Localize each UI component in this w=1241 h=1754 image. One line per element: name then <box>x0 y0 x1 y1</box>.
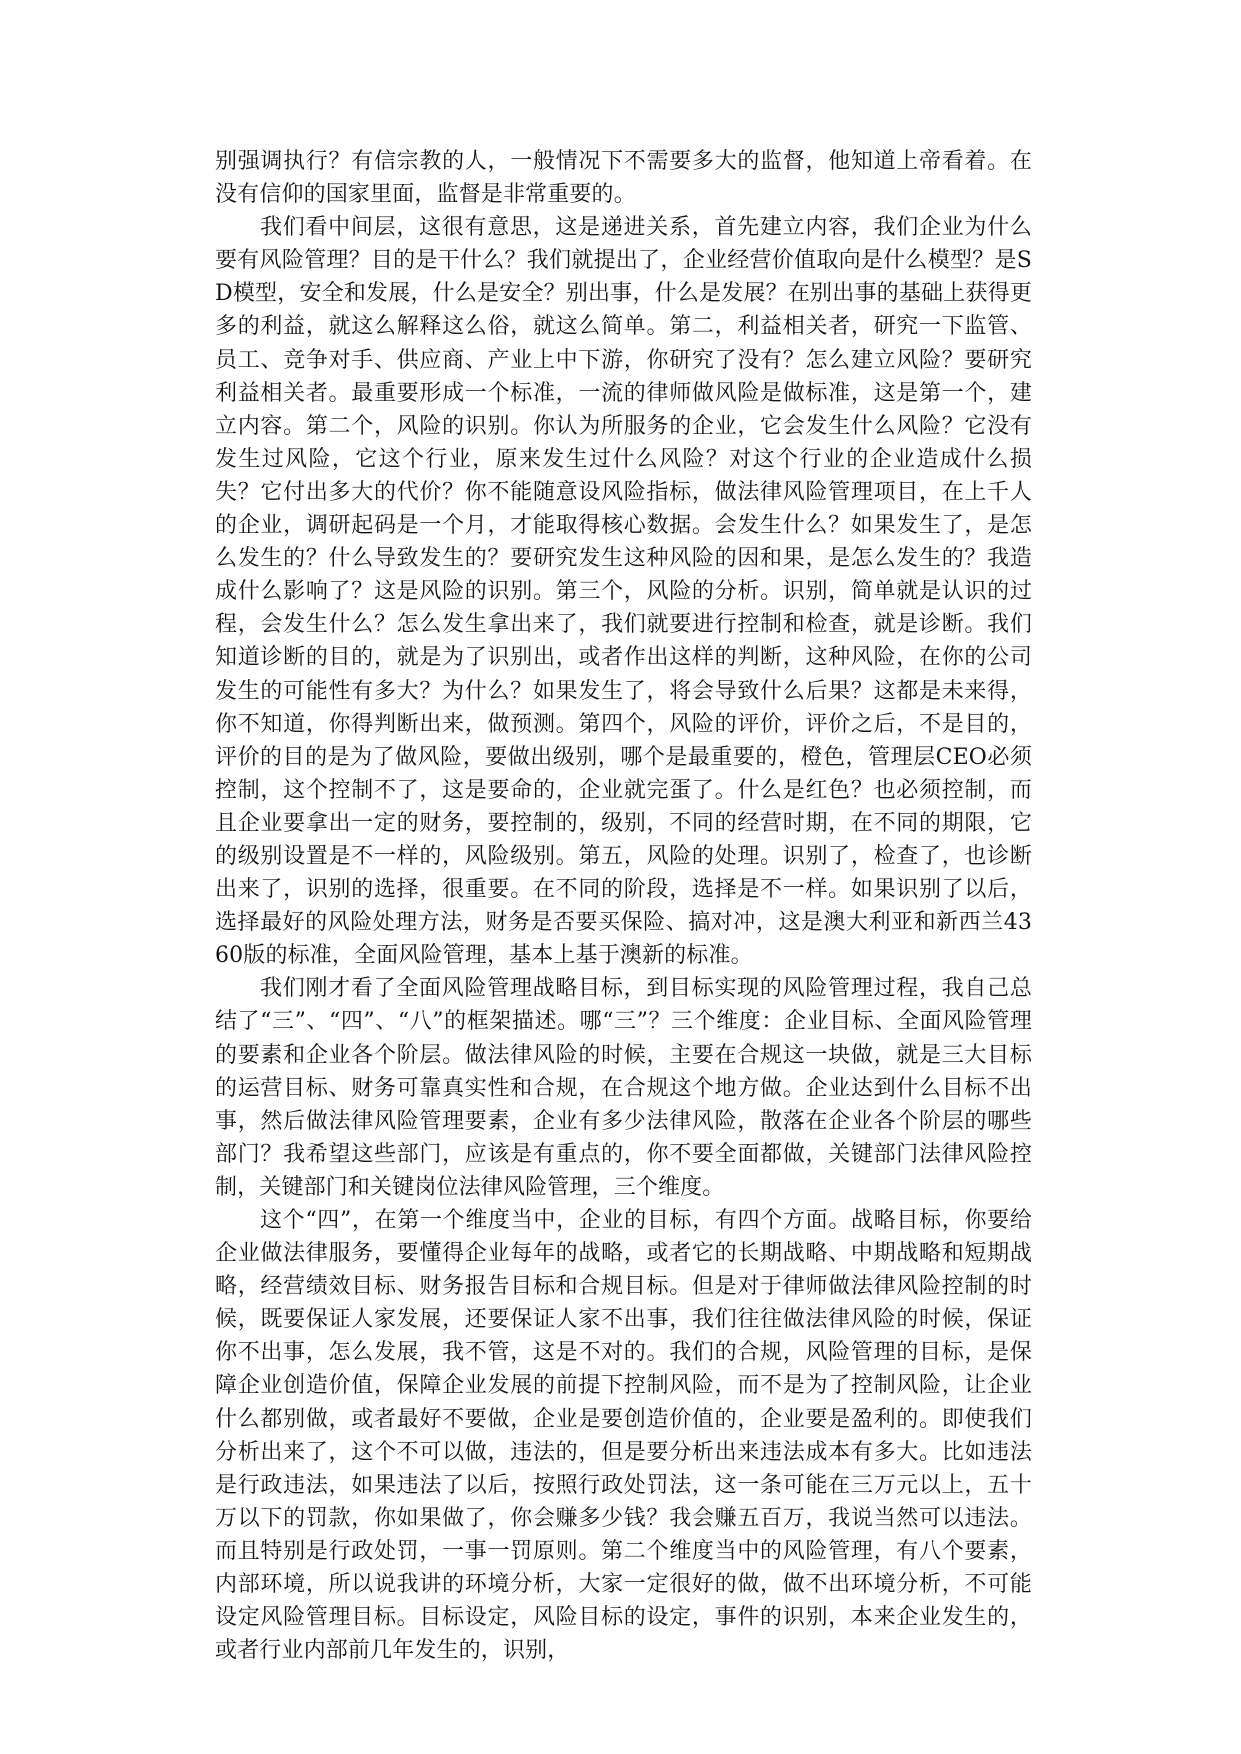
paragraph-1: 别强调执行？有信宗教的人，一般情况下不需要多大的监督，他知道上帝看着。在没有信仰的国家里面，监督是非常重要的。 <box>215 149 1032 208</box>
paragraph-2: 我们看中间层，这很有意思，这是递进关系，首先建立内容，我们企业为什么要有风险管理？目的是干什么？我们就提出了，企业经营价值取向是什么模型？是SD模型，安全和发展，什么是安全？别出事，什么是发展？在别出事的基础上获得更多的利益，就这么解释这么俗，就这么简单。第二，利益相关者，研究一下监管、员工、竞争对手、供应商、产业上中下游，你研究了没有？怎么建立风险？要研究利益相关者。最重要形成一个标准，一流的律师做风险是做标准，这是第一个，建立内容。第二个，风险的识别。你认为所服务的企业，它会发生什么风险？它没有发生过风险，它这个行业，原来发生过什么风险？对这个行业的企业造成什么损失？它付出多大的代价？你不能随意设风险指标，做法律风险管理项目，在上千人的企业，调研起码是一个月，才能取得核心数据。会发生什么？如果发生了，是怎么发生的？什么导致发生的？要研究发生这种风险的因和果，是怎么发生的？我造成什么影响了？这是风险的识别。第三个，风险的分析。识别，简单就是认识的过程，会发生什么？怎么发生拿出来了，我们就要进行控制和检查，就是诊断。我们知道诊断的目的，就是为了识别出，或者作出这样的判断，这种风险，在你的公司发生的可能性有多大？为什么？如果发生了，将会导致什么后果？这都是未来得，你不知道，你得判断出来，做预测。第四个，风险的评价，评价之后，不是目的，评价的目的是为了做风险，要做出级别，哪个是最重要的，橙色，管理层CEO必须控制，这个控制不了，这是要命的，企业就完蛋了。什么是红色？也必须控制，而且企业要拿出一定的财务，要控制的，级别，不同的经营时期，在不同的期限，它的级别设置是不一样的，风险级别。第五，风险的处理。识别了，检查了，也诊断出来了，识别的选择，很重要。在不同的阶段，选择是不一样。如果识别了以后，选择最好的风险处理方法，财务是否要买保险、搞对冲，这是澳大利亚和新西兰4360版的标准，全面风险管理，基本上基于澳新的标准。 <box>215 215 1032 969</box>
paragraph-4: 这个“四”，在第一个维度当中，企业的目标，有四个方面。战略目标，你要给企业做法律服务，要懂得企业每年的战略，或者它的长期战略、中期战略和短期战略，经营绩效目标、财务报告目标和合规目标。但是对于律师做法律风险控制的时候，既要保证人家发展，还要保证人家不出事，我们往往做法律风险的时候，保证你不出事，怎么发展，我不管，这是不对的。我们的合规，风险管理的目标，是保障企业创造价值，保障企业发展的前提下控制风险，而不是为了控制风险，让企业什么都别做，或者最好不要做，企业是要创造价值的，企业要是盈利的。即使我们分析出来了，这个不可以做，违法的，但是要分析出来违法成本有多大。比如违法是行政违法，如果违法了以后，按照行政处罚法，这一条可能在三万元以上，五十万以下的罚款，你如果做了，你会赚多少钱？我会赚五百万，我说当然可以违法。而且特别是行政处罚，一事一罚原则。第二个维度当中的风险管理，有八个要素，内部环境，所以说我讲的环境分析，大家一定很好的做，做不出环境分析，不可能设定风险管理目标。目标设定，风险目标的设定，事件的识别，本来企业发生的，或者行业内部前几年发生的，识别， <box>215 1208 1032 1664</box>
document-page <box>215 145 1032 1667</box>
paragraph-3: 我们刚才看了全面风险管理战略目标，到目标实现的风险管理过程，我自己总结了“三”、“四”、“八”的框架描述。哪“三”？三个维度：企业目标、全面风险管理的要素和企业各个阶层。做法律风险的时候，主要在合规这一块做，就是三大目标的运营目标、财务可靠真实性和合规，在合规这个地方做。企业达到什么目标不出事，然后做法律风险管理要素，企业有多少法律风险，散落在企业各个阶层的哪些部门？我希望这些部门，应该是有重点的，你不要全面都做，关键部门法律风险控制，关键部门和关键岗位法律风险管理，三个维度。 <box>215 976 1032 1200</box>
